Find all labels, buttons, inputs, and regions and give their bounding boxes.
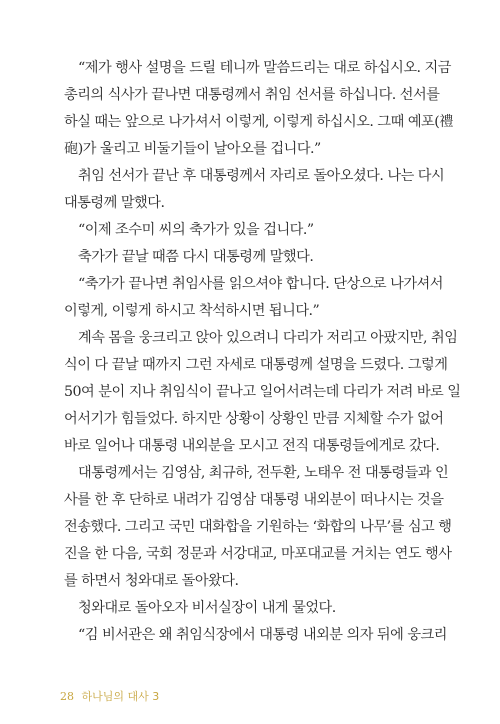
text-line: 취임 선서가 끝난 후 대통령께서 자리로 돌아오셨다. 나는 다시 — [78, 168, 445, 184]
text-line: 대통령께서는 김영삼, 최규하, 전두환, 노태우 전 대통령들과 인 — [78, 465, 449, 481]
text-line: 를 하면서 청와대로 돌아왔다. — [64, 573, 239, 589]
text-line: 계속 몸을 웅크리고 앉아 있으려니 다리가 저리고 아팠지만, 취임 — [78, 330, 458, 346]
text-line: 진을 한 다음, 국회 정문과 서강대교, 마포대교를 거치는 연도 행사 — [64, 546, 452, 562]
text-line: “축가가 끝나면 취임사를 읽으셔야 합니다. 단상으로 나가셔서 — [78, 276, 443, 292]
page-number: 28 — [60, 690, 74, 703]
book-title: 하나님의 대사 3 — [81, 690, 160, 703]
text-line: 하실 때는 앞으로 나가셔서 이렇게, 이렇게 하십시오. 그때 예포(禮 — [64, 114, 453, 130]
text-line: “제가 행사 설명을 드릴 테니까 말씀드리는 대로 하십시오. 지금 — [78, 60, 451, 76]
text-line: 어서기가 힘들었다. 하지만 상황이 상황인 만큼 지체할 수가 없어 — [64, 411, 444, 427]
text-line: 50여 분이 지나 취임식이 끝나고 일어서려는데 다리가 저려 바로 일 — [64, 384, 461, 400]
text-line: 대통령께 말했다. — [64, 195, 165, 211]
text-line: 바로 일어나 대통령 내외분을 모시고 전직 대통령들에게로 갔다. — [64, 438, 440, 454]
text-line: 총리의 식사가 끝나면 대통령께서 취임 선서를 하십니다. 선서를 — [64, 87, 440, 103]
text-line: 청와대로 돌아오자 비서실장이 내게 물었다. — [78, 600, 336, 616]
text-line: 전송했다. 그리고 국민 대화합을 기원하는 ‘화합의 나무’를 심고 행 — [64, 519, 452, 535]
text-line: 식이 다 끝날 때까지 그런 자세로 대통령께 설명을 드렸다. 그렇게 — [64, 357, 448, 373]
text-line: “김 비서관은 왜 취임식장에서 대통령 내외분 의자 뒤에 웅크리 — [78, 627, 447, 643]
text-line: 이렇게, 이렇게 하시고 착석하시면 됩니다.” — [64, 303, 320, 319]
text-line: 축가가 끝날 때쯤 다시 대통령께 말했다. — [78, 249, 314, 265]
text-line: 砲)가 울리고 비둘기들이 날아오를 겁니다.” — [64, 141, 321, 157]
text-line: “이제 조수미 씨의 축가가 있을 겁니다.” — [78, 222, 314, 238]
text-line: 사를 한 후 단하로 내려가 김영삼 대통령 내외분이 떠나시는 것을 — [64, 492, 444, 508]
page-footer — [60, 690, 159, 704]
